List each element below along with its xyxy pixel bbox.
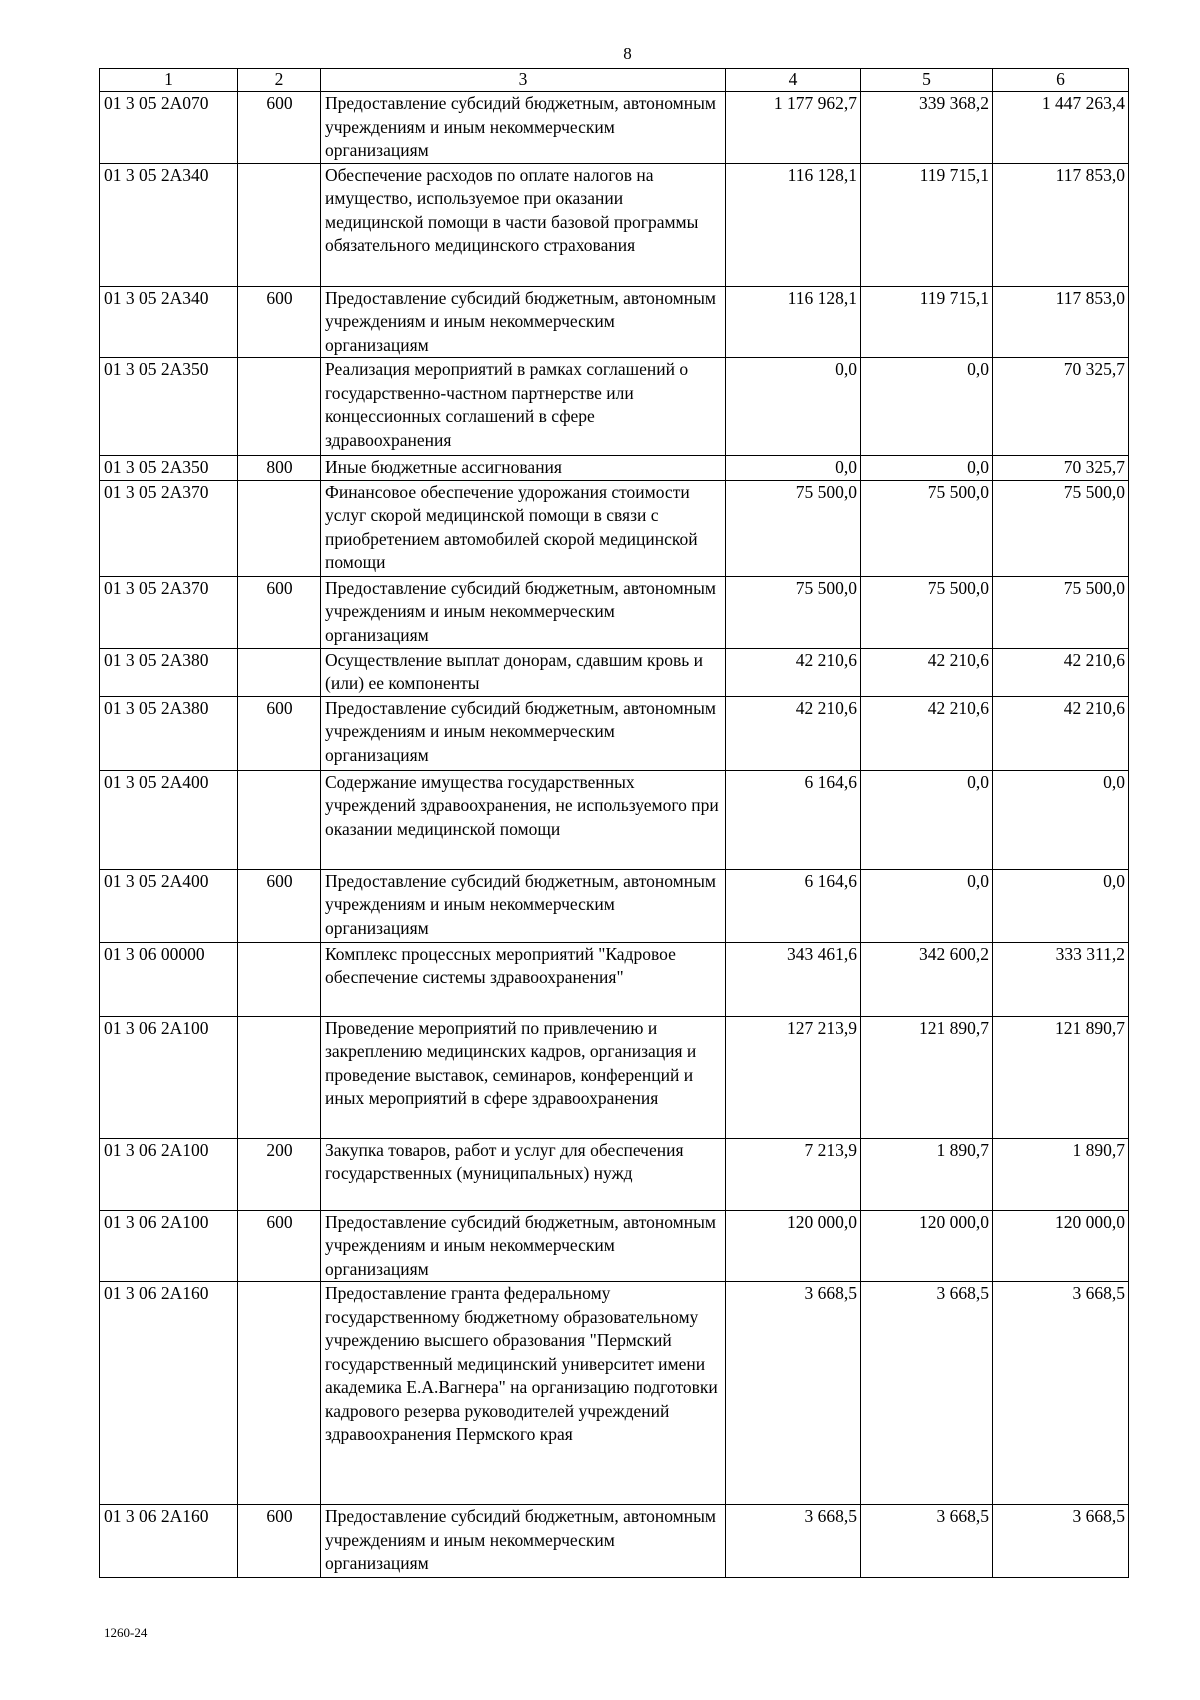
row-code: 01 3 05 2А350 [100,456,238,481]
row-name: Предоставление субсидий бюджетным, автономным учреждениям и иным некоммерческим организациям [321,1505,726,1578]
row-value-5: 42 210,6 [861,648,993,696]
table-row [100,286,1129,358]
row-code: 01 3 06 2А160 [100,1505,238,1578]
column-header: 4 [726,69,861,92]
row-expense-type [238,358,321,456]
row-value-5: 0,0 [861,770,993,869]
row-name: Содержание имущества государственных учреждений здравоохранения, не используемого при оказании медицинской помощи [321,770,726,869]
row-value-5: 1 890,7 [861,1138,993,1210]
row-value-6: 42 210,6 [993,696,1129,770]
row-value-4: 42 210,6 [726,648,861,696]
row-expense-type [238,480,321,576]
row-code: 01 3 05 2А370 [100,480,238,576]
row-name: Комплекс процессных мероприятий "Кадровое обеспечение системы здравоохранения" [321,942,726,1016]
row-value-4: 75 500,0 [726,576,861,648]
row-name: Финансовое обеспечение удорожания стоимости услуг скорой медицинской помощи в связи с приобретением автомобилей скорой медицинской помощи [321,480,726,576]
row-expense-type: 600 [238,1210,321,1282]
row-expense-type: 600 [238,576,321,648]
row-name: Предоставление субсидий бюджетным, автономным учреждениям и иным некоммерческим организациям [321,696,726,770]
row-value-5: 120 000,0 [861,1210,993,1282]
row-code: 01 3 06 2А160 [100,1282,238,1505]
row-value-6: 0,0 [993,770,1129,869]
column-header: 3 [321,69,726,92]
document-id: 1260-24 [104,1625,148,1640]
row-code: 01 3 05 2А350 [100,358,238,456]
row-name: Предоставление гранта федеральному государственному бюджетному образовательному учреждению высшего образования "Пермский государственный медицинский университет имени академика Е.А.Вагнера" на организацию подготовки кадрового резерва руководителей учреждений здравоохранения Пермского края [321,1282,726,1505]
table-row [100,1016,1129,1138]
row-value-5: 75 500,0 [861,576,993,648]
row-expense-type: 800 [238,456,321,481]
row-value-5: 121 890,7 [861,1016,993,1138]
row-value-6: 75 500,0 [993,576,1129,648]
row-value-4: 3 668,5 [726,1282,861,1505]
row-value-4: 42 210,6 [726,696,861,770]
table-row [100,92,1129,164]
row-value-5: 75 500,0 [861,480,993,576]
row-value-4: 116 128,1 [726,163,861,286]
row-name: Осуществление выплат донорам, сдавшим кровь и (или) ее компоненты [321,648,726,696]
table-row [100,456,1129,481]
row-code: 01 3 06 2А100 [100,1210,238,1282]
row-code: 01 3 05 2А400 [100,770,238,869]
row-value-6: 70 325,7 [993,456,1129,481]
row-expense-type [238,942,321,1016]
row-code: 01 3 06 2А100 [100,1016,238,1138]
row-value-6: 117 853,0 [993,286,1129,358]
row-value-6: 0,0 [993,869,1129,942]
row-value-5: 119 715,1 [861,163,993,286]
row-value-4: 75 500,0 [726,480,861,576]
row-name: Закупка товаров, работ и услуг для обеспечения государственных (муниципальных) нужд [321,1138,726,1210]
table-row [100,1505,1129,1578]
row-expense-type: 200 [238,1138,321,1210]
row-code: 01 3 06 00000 [100,942,238,1016]
budget-table [99,68,1129,1578]
row-value-4: 0,0 [726,456,861,481]
row-code: 01 3 05 2А400 [100,869,238,942]
table-row [100,770,1129,869]
row-value-5: 342 600,2 [861,942,993,1016]
table-row [100,696,1129,770]
row-name: Предоставление субсидий бюджетным, автономным учреждениям и иным некоммерческим организациям [321,869,726,942]
row-value-6: 120 000,0 [993,1210,1129,1282]
row-value-6: 117 853,0 [993,163,1129,286]
row-name: Иные бюджетные ассигнования [321,456,726,481]
row-expense-type [238,163,321,286]
row-value-5: 0,0 [861,358,993,456]
table-row [100,942,1129,1016]
row-name: Предоставление субсидий бюджетным, автономным учреждениям и иным некоммерческим организациям [321,92,726,164]
row-value-5: 42 210,6 [861,696,993,770]
row-value-4: 0,0 [726,358,861,456]
row-name: Предоставление субсидий бюджетным, автономным учреждениям и иным некоммерческим организациям [321,286,726,358]
row-name: Предоставление субсидий бюджетным, автономным учреждениям и иным некоммерческим организациям [321,576,726,648]
table-row [100,869,1129,942]
row-expense-type: 600 [238,696,321,770]
row-value-5: 0,0 [861,869,993,942]
row-code: 01 3 05 2А370 [100,576,238,648]
row-name: Обеспечение расходов по оплате налогов на имущество, используемое при оказании медицинской помощи в части базовой программы обязательного медицинского страхования [321,163,726,286]
row-expense-type: 600 [238,92,321,164]
table-row [100,358,1129,456]
row-value-5: 3 668,5 [861,1505,993,1578]
row-value-5: 0,0 [861,456,993,481]
row-value-4: 6 164,6 [726,869,861,942]
row-value-4: 120 000,0 [726,1210,861,1282]
row-value-4: 116 128,1 [726,286,861,358]
table-row [100,648,1129,696]
row-value-4: 7 213,9 [726,1138,861,1210]
row-value-4: 127 213,9 [726,1016,861,1138]
row-value-6: 70 325,7 [993,358,1129,456]
column-header: 5 [861,69,993,92]
table-row [100,1138,1129,1210]
row-value-6: 1 447 263,4 [993,92,1129,164]
column-header: 1 [100,69,238,92]
row-value-4: 1 177 962,7 [726,92,861,164]
row-value-5: 3 668,5 [861,1282,993,1505]
row-expense-type [238,1282,321,1505]
row-value-6: 3 668,5 [993,1282,1129,1505]
row-value-6: 121 890,7 [993,1016,1129,1138]
table-header-row [100,69,1129,92]
row-value-6: 333 311,2 [993,942,1129,1016]
row-code: 01 3 05 2А340 [100,163,238,286]
row-expense-type: 600 [238,286,321,358]
row-name: Реализация мероприятий в рамках соглашений о государственно-частном партнерстве или концессионных соглашений в сфере здравоохранения [321,358,726,456]
row-value-6: 1 890,7 [993,1138,1129,1210]
row-code: 01 3 05 2А340 [100,286,238,358]
column-header: 6 [993,69,1129,92]
row-expense-type [238,1016,321,1138]
row-value-5: 119 715,1 [861,286,993,358]
row-value-5: 339 368,2 [861,92,993,164]
row-name: Предоставление субсидий бюджетным, автономным учреждениям и иным некоммерческим организациям [321,1210,726,1282]
row-value-6: 75 500,0 [993,480,1129,576]
table-row [100,163,1129,286]
row-code: 01 3 06 2А100 [100,1138,238,1210]
table-row [100,480,1129,576]
row-value-6: 42 210,6 [993,648,1129,696]
row-expense-type [238,648,321,696]
table-row [100,1282,1129,1505]
page-number: 8 [623,44,632,63]
table-row [100,576,1129,648]
row-code: 01 3 05 2А380 [100,648,238,696]
row-value-6: 3 668,5 [993,1505,1129,1578]
row-expense-type: 600 [238,869,321,942]
column-header: 2 [238,69,321,92]
row-expense-type: 600 [238,1505,321,1578]
row-value-4: 343 461,6 [726,942,861,1016]
table-row [100,1210,1129,1282]
row-code: 01 3 05 2А070 [100,92,238,164]
row-code: 01 3 05 2А380 [100,696,238,770]
row-expense-type [238,770,321,869]
row-value-4: 3 668,5 [726,1505,861,1578]
row-name: Проведение мероприятий по привлечению и закреплению медицинских кадров, организация и проведение выставок, семинаров, конференций и иных мероприятий в сфере здравоохранения [321,1016,726,1138]
row-value-4: 6 164,6 [726,770,861,869]
